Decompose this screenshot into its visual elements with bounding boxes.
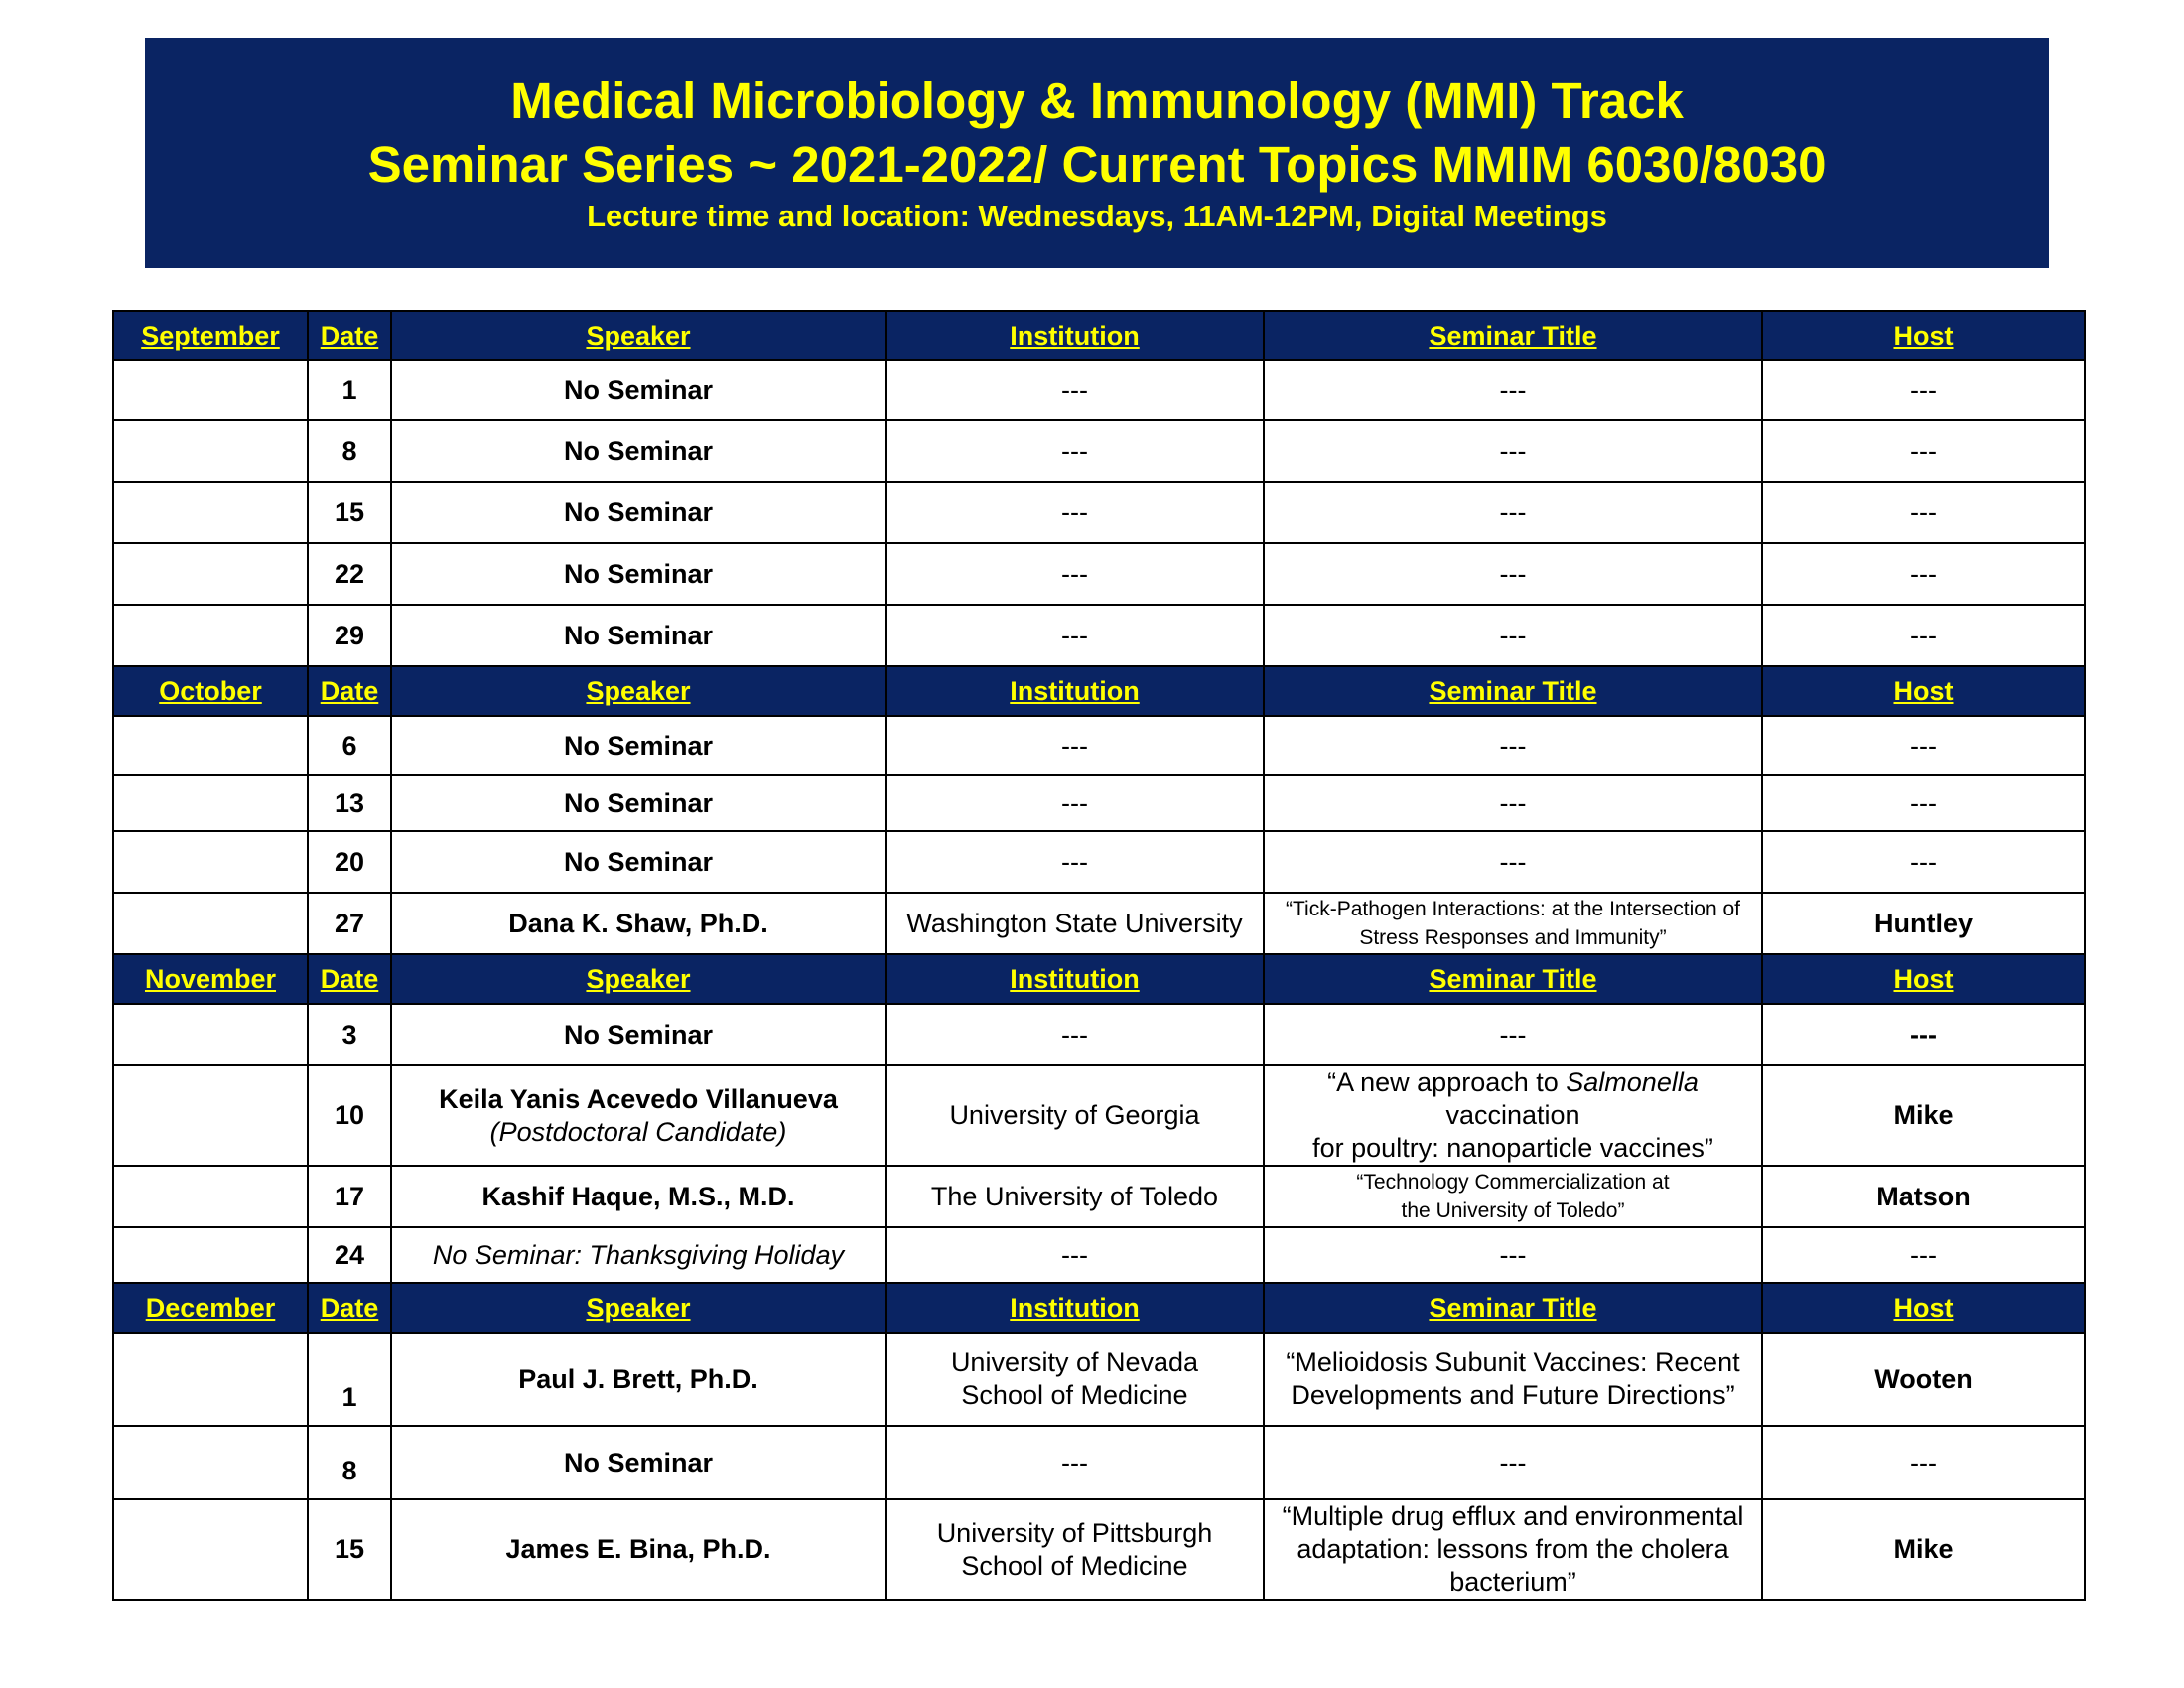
seminar-title-cell: --- <box>1264 543 1762 605</box>
seminar-schedule-table <box>112 310 2086 1601</box>
seminar-title-cell: --- <box>1264 482 1762 543</box>
date-cell: 8 <box>308 420 391 482</box>
institution-cell: --- <box>886 482 1264 543</box>
month-cell <box>113 716 308 775</box>
date-cell: 22 <box>308 543 391 605</box>
seminar-title-cell <box>1264 1166 1762 1227</box>
host-header: Host <box>1762 311 2085 360</box>
speaker-cell: No Seminar <box>391 831 886 893</box>
seminar-title-line: “Technology Commercialization at <box>1356 1171 1670 1194</box>
speaker-name: Keila Yanis Acevedo Villanueva <box>439 1083 838 1114</box>
table-row <box>113 893 2085 954</box>
month-cell <box>113 420 308 482</box>
speaker-cell: No Seminar <box>391 716 886 775</box>
date-cell: 24 <box>308 1227 391 1283</box>
month-cell <box>113 1004 308 1065</box>
month-cell <box>113 482 308 543</box>
host-cell: --- <box>1762 1227 2085 1283</box>
host-header: Host <box>1762 1283 2085 1333</box>
date-cell: 3 <box>308 1004 391 1065</box>
month-label: September <box>113 311 308 360</box>
seminar-title-line: the University of Toledo” <box>1401 1199 1625 1222</box>
institution-cell: --- <box>886 605 1264 666</box>
month-header-november <box>113 954 2085 1004</box>
host-cell: --- <box>1762 1426 2085 1499</box>
speaker-cell: No Seminar <box>391 420 886 482</box>
table-row <box>113 420 2085 482</box>
month-label: December <box>113 1283 308 1333</box>
host-cell: Huntley <box>1762 893 2085 954</box>
seminar-title-line: Developments and Future Directions” <box>1291 1380 1735 1410</box>
table-row <box>113 1004 2085 1065</box>
date-cell: 8 <box>308 1426 391 1499</box>
date-cell: 15 <box>308 482 391 543</box>
seminar-title-line: for poultry: nanoparticle vaccines” <box>1312 1133 1713 1163</box>
seminar-title-line: adaptation: lessons from the cholera <box>1297 1534 1729 1564</box>
table-row <box>113 543 2085 605</box>
date-cell: 27 <box>308 893 391 954</box>
page-subtitle: Seminar Series ~ 2021-2022/ Current Topics MMIM 6030/8030 <box>367 136 1827 193</box>
speaker-cell: Dana K. Shaw, Ph.D. <box>391 893 886 954</box>
seminar-title-cell <box>1264 1499 1762 1600</box>
seminar-title-cell: --- <box>1264 605 1762 666</box>
table-row <box>113 1499 2085 1600</box>
seminar-title-header: Seminar Title <box>1264 311 1762 360</box>
speaker-cell: No Seminar <box>391 1426 886 1499</box>
speaker-cell: No Seminar <box>391 775 886 831</box>
table-row <box>113 360 2085 420</box>
institution-cell: --- <box>886 360 1264 420</box>
month-cell <box>113 1333 308 1426</box>
month-label: October <box>113 666 308 716</box>
speaker-cell <box>391 1065 886 1166</box>
seminar-title-cell: --- <box>1264 831 1762 893</box>
date-cell: 17 <box>308 1166 391 1227</box>
speaker-cell: No Seminar: Thanksgiving Holiday <box>391 1227 886 1283</box>
date-header: Date <box>308 311 391 360</box>
speaker-cell: No Seminar <box>391 605 886 666</box>
institution-cell: --- <box>886 1004 1264 1065</box>
institution-cell <box>886 1499 1264 1600</box>
table-row <box>113 775 2085 831</box>
seminar-title-line: “A new approach to <box>1327 1067 1567 1097</box>
date-cell: 13 <box>308 775 391 831</box>
seminar-title-line: bacterium” <box>1449 1567 1576 1597</box>
table-row <box>113 1426 2085 1499</box>
speaker-cell: Paul J. Brett, Ph.D. <box>391 1333 886 1426</box>
host-cell: Wooten <box>1762 1333 2085 1426</box>
seminar-title-line: Stress Responses and Immunity” <box>1359 926 1667 949</box>
institution-header: Institution <box>886 1283 1264 1333</box>
seminar-title-cell: --- <box>1264 1426 1762 1499</box>
table-row <box>113 482 2085 543</box>
host-cell: Mike <box>1762 1065 2085 1166</box>
month-cell <box>113 360 308 420</box>
institution-line: University of Pittsburgh <box>936 1517 1213 1548</box>
seminar-title-line: vaccination <box>1445 1100 1580 1130</box>
speaker-cell: No Seminar <box>391 482 886 543</box>
month-cell <box>113 1227 308 1283</box>
month-header-october <box>113 666 2085 716</box>
seminar-title-cell <box>1264 1065 1762 1166</box>
speaker-cell: No Seminar <box>391 543 886 605</box>
table-row <box>113 1333 2085 1426</box>
seminar-title-emphasis: Salmonella <box>1566 1067 1699 1097</box>
seminar-title-cell: --- <box>1264 360 1762 420</box>
seminar-title-header: Seminar Title <box>1264 666 1762 716</box>
host-cell: --- <box>1762 420 2085 482</box>
seminar-title-cell: --- <box>1264 716 1762 775</box>
seminar-title-line: “Melioidosis Subunit Vaccines: Recent <box>1286 1347 1740 1377</box>
host-cell: --- <box>1762 482 2085 543</box>
host-cell: Mike <box>1762 1499 2085 1600</box>
seminar-title-line: “Tick-Pathogen Interactions: at the Intersection of <box>1286 898 1740 920</box>
month-cell <box>113 1166 308 1227</box>
speaker-role: (Postdoctoral Candidate) <box>489 1116 787 1147</box>
speaker-cell: James E. Bina, Ph.D. <box>391 1499 886 1600</box>
seminar-title-header: Seminar Title <box>1264 1283 1762 1333</box>
host-cell: --- <box>1762 360 2085 420</box>
institution-line: School of Medicine <box>961 1550 1188 1581</box>
institution-cell: --- <box>886 775 1264 831</box>
date-cell: 6 <box>308 716 391 775</box>
month-header-december <box>113 1283 2085 1333</box>
month-label: November <box>113 954 308 1004</box>
institution-cell: --- <box>886 1426 1264 1499</box>
table-row <box>113 1166 2085 1227</box>
host-cell: --- <box>1762 605 2085 666</box>
host-cell: --- <box>1762 831 2085 893</box>
seminar-title-cell: --- <box>1264 1227 1762 1283</box>
month-cell <box>113 893 308 954</box>
institution-cell: --- <box>886 420 1264 482</box>
date-cell: 15 <box>308 1499 391 1600</box>
seminar-title-header: Seminar Title <box>1264 954 1762 1004</box>
date-header: Date <box>308 1283 391 1333</box>
seminar-title-cell: --- <box>1264 420 1762 482</box>
host-header: Host <box>1762 954 2085 1004</box>
institution-cell: --- <box>886 831 1264 893</box>
institution-cell: University of Georgia <box>886 1065 1264 1166</box>
institution-line: School of Medicine <box>961 1380 1188 1410</box>
month-cell <box>113 831 308 893</box>
institution-cell <box>886 1333 1264 1426</box>
date-header: Date <box>308 666 391 716</box>
month-cell <box>113 543 308 605</box>
institution-cell: The University of Toledo <box>886 1166 1264 1227</box>
institution-cell: --- <box>886 543 1264 605</box>
institution-cell: --- <box>886 1227 1264 1283</box>
date-cell: 1 <box>308 1333 391 1426</box>
month-cell <box>113 775 308 831</box>
month-cell <box>113 1065 308 1166</box>
host-cell: Matson <box>1762 1166 2085 1227</box>
host-cell: --- <box>1762 1004 2085 1065</box>
speaker-header: Speaker <box>391 954 886 1004</box>
table-row <box>113 605 2085 666</box>
speaker-cell: No Seminar <box>391 1004 886 1065</box>
institution-header: Institution <box>886 666 1264 716</box>
institution-header: Institution <box>886 954 1264 1004</box>
table-row <box>113 1227 2085 1283</box>
seminar-title-cell <box>1264 893 1762 954</box>
month-cell <box>113 1426 308 1499</box>
title-banner <box>145 38 2049 268</box>
speaker-header: Speaker <box>391 1283 886 1333</box>
month-cell <box>113 605 308 666</box>
date-cell: 10 <box>308 1065 391 1166</box>
institution-line: University of Nevada <box>950 1347 1199 1377</box>
seminar-title-cell: --- <box>1264 1004 1762 1065</box>
host-cell: --- <box>1762 543 2085 605</box>
table-row <box>113 831 2085 893</box>
table-row <box>113 716 2085 775</box>
host-header: Host <box>1762 666 2085 716</box>
speaker-header: Speaker <box>391 311 886 360</box>
lecture-info: Lecture time and location: Wednesdays, 11AM-12PM, Digital Meetings <box>587 199 1607 233</box>
month-header-september <box>113 311 2085 360</box>
institution-cell: Washington State University <box>886 893 1264 954</box>
date-header: Date <box>308 954 391 1004</box>
seminar-title-line: “Multiple drug efflux and environmental <box>1282 1501 1744 1531</box>
speaker-cell: Kashif Haque, M.S., M.D. <box>391 1166 886 1227</box>
institution-cell: --- <box>886 716 1264 775</box>
date-cell: 20 <box>308 831 391 893</box>
seminar-title-cell <box>1264 1333 1762 1426</box>
institution-header: Institution <box>886 311 1264 360</box>
speaker-header: Speaker <box>391 666 886 716</box>
table-row <box>113 1065 2085 1166</box>
page-title: Medical Microbiology & Immunology (MMI) Track <box>510 72 1684 129</box>
seminar-title-cell: --- <box>1264 775 1762 831</box>
date-cell: 1 <box>308 360 391 420</box>
host-cell: --- <box>1762 775 2085 831</box>
host-cell: --- <box>1762 716 2085 775</box>
month-cell <box>113 1499 308 1600</box>
date-cell: 29 <box>308 605 391 666</box>
speaker-cell: No Seminar <box>391 360 886 420</box>
